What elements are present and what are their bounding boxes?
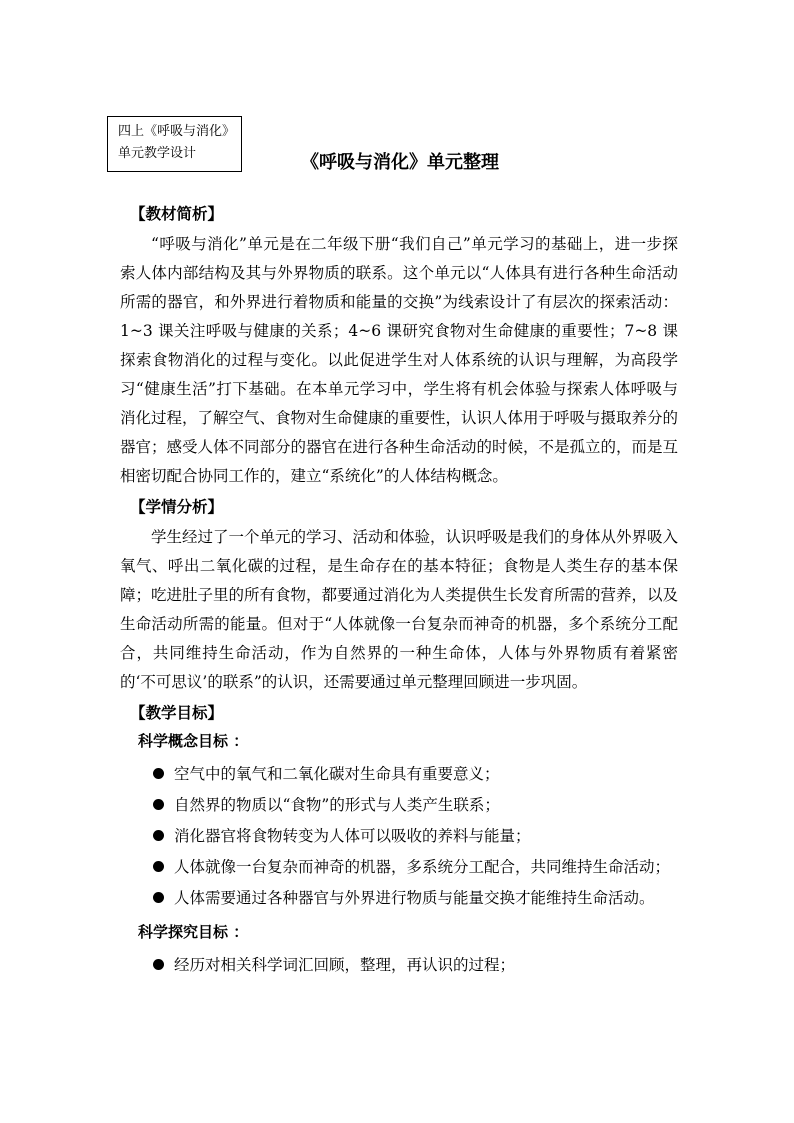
learner-analysis-heading: 【学情分析】 <box>130 498 224 516</box>
concept-goals-label: 科学概念目标 ： <box>138 732 249 750</box>
bullet-dot-icon <box>153 892 164 903</box>
list-item: 经历对相关科学词汇回顾，整理，再认识的过程； <box>120 950 678 981</box>
list-item: 空气中的氧气和二氧化碳对生命具有重要意义； <box>120 759 678 790</box>
unit-tag-line-1: 四上《呼吸与消化》 <box>118 124 236 139</box>
concept-goals-list <box>120 759 678 914</box>
bullet-dot-icon <box>153 799 164 810</box>
bullet-dot-icon <box>153 830 164 841</box>
unit-tag-line-2: 单元教学设计 <box>118 146 197 161</box>
list-item: 消化器官将食物转变为人体可以吸收的养料与能量； <box>120 821 678 852</box>
list-item: 自然界的物质以“食物”的形式与人类产生联系； <box>120 790 678 821</box>
textbook-analysis-paragraph: “呼吸与消化”单元是在二年级下册“我们自己”单元学习的基础上，进一步探索人体内部结构及其与外界物质的联系。这个单元以“人体具有进行各种生命活动所需的器官，和外界进行着物质和能量的交换”为线索设计了有层次的探索活动：1~3 课关注呼吸与健康的关系；4~6 课研究食物对生命健康的重要性；7~8 课探索食物消化的过程与变化。以此促进学生对人体系统的认识与理解，为高段学习“健康生活”打下基础。在本单元学习中，学生将有机会体验与探索人体呼吸与消化过程，了解空气、食物对生命健康的重要性，认识人体用于呼吸与摄取养分的器官；感受人体不同部分的器官在进行各种生命活动的时候，不是孤立的，而是互相密切配合协同工作的，建立“系统化”的人体结构概念。 <box>120 235 679 485</box>
page-title-wrap <box>0 148 794 174</box>
bullet-dot-icon <box>153 861 164 872</box>
learner-analysis-paragraph: 学生经过了一个单元的学习、活动和体验，认识呼吸是我们的身体从外界吸入氧气、呼出二氧化碳的过程，是生命存在的基本特征；食物是人类生存的基本保障；吃进肚子里的所有食物，都要通过消化为人类提供生长发育所需的营养，以及生命活动所需的能量。但对于“人体就像一台复杂而神奇的机器，多个系统分工配合，共同维持生命活动，作为自然界的一种生命体，人体与外界物质有着紧密的‘不可思议’的联系”的认识，还需要通过单元整理回顾进一步巩固。 <box>120 528 679 691</box>
bullet-dot-icon <box>153 768 164 779</box>
document-body <box>120 200 678 985</box>
teaching-goals-heading: 【教学目标】 <box>130 704 224 722</box>
bullet-dot-icon <box>153 959 164 970</box>
textbook-analysis-heading: 【教材简析】 <box>130 205 224 223</box>
inquiry-goals-label: 科学探究目标 ： <box>138 923 249 941</box>
list-item: 人体需要通过各种器官与外界进行物质与能量交换才能维持生命活动。 <box>120 883 678 914</box>
list-item: 人体就像一台复杂而神奇的机器，多系统分工配合，共同维持生命活动； <box>120 852 678 883</box>
inquiry-goals-list <box>120 950 678 981</box>
page-title: 《呼吸与消化》单元整理 <box>301 152 499 173</box>
